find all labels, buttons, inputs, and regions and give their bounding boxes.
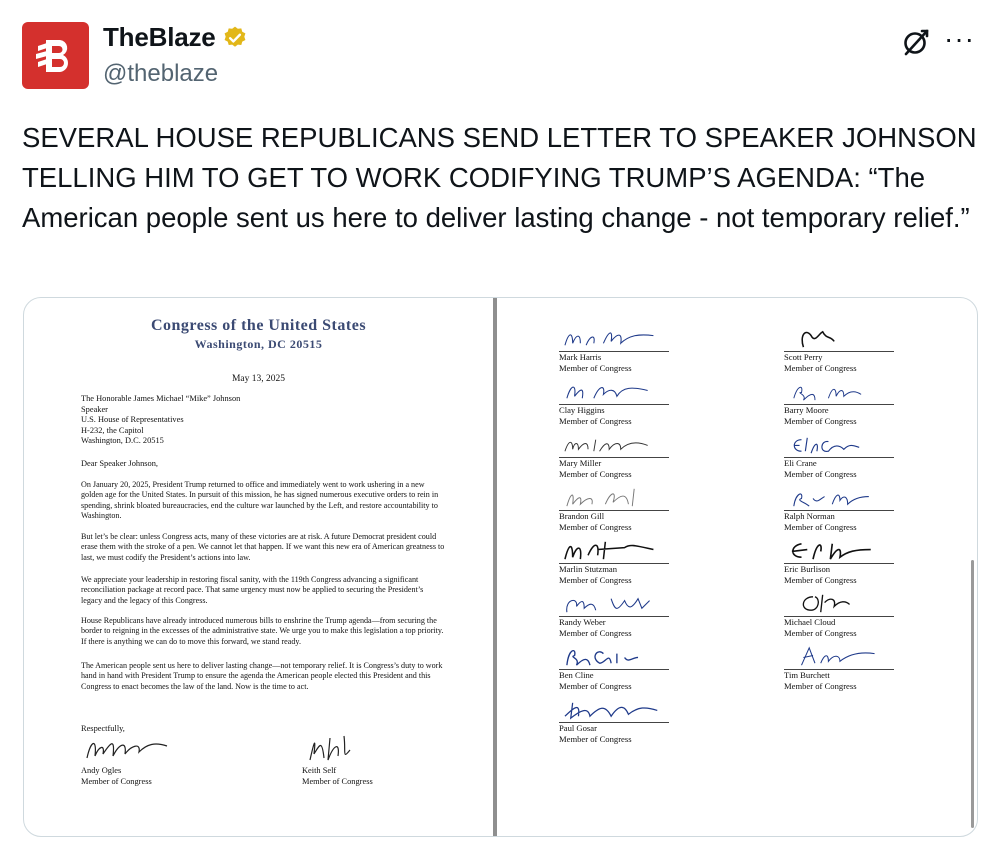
- signer-name: Barry Moore: [784, 405, 829, 415]
- tweet-media[interactable]: [23, 297, 978, 837]
- signer-block: [784, 538, 944, 586]
- signer-name: Brandon Gill: [559, 511, 605, 521]
- signer-title: Member of Congress: [302, 776, 373, 786]
- handwritten-signature: [784, 644, 894, 670]
- signer-title: Member of Congress: [784, 680, 857, 691]
- handwritten-signature: [559, 326, 669, 352]
- letter-paragraph: House Republicans have already introduced numerous bills to enshrine the Trump agenda—from securing the border to reigning in the excesses of the administrative state. We urge you to make this legislation a top priority. If there is anything we can do to move this forward, we stand ready.: [81, 616, 444, 646]
- signer-title: Member of Congress: [559, 362, 632, 373]
- signer-block: [784, 591, 944, 639]
- signer-block: [559, 485, 719, 533]
- signer-name: Scott Perry: [784, 352, 823, 362]
- address-line: Speaker: [81, 404, 108, 414]
- signer-title: Member of Congress: [559, 627, 632, 638]
- signer-title: Member of Congress: [559, 415, 632, 426]
- signer-name: Randy Weber: [559, 617, 606, 627]
- letter-paragraph: On January 20, 2025, President Trump returned to office and immediately went to work ushering in a new golden age for the United States. In pursuit of this mission, he has signed numerous executive orders to rein in spending, shrink bloated bureaucracies, end the culture war launched by the Left, and restore accountability to Washington.: [81, 480, 439, 520]
- signer-block: [784, 326, 944, 374]
- signer-block: [784, 432, 944, 480]
- signer-title: Member of Congress: [784, 362, 857, 373]
- letterhead-title: Congress of the United States: [150, 317, 367, 334]
- handwritten-signature: [784, 591, 894, 617]
- signer-name: Ralph Norman: [784, 511, 835, 521]
- letterhead-subtitle: Washington, DC 20515: [194, 337, 323, 351]
- signer-block: [559, 326, 719, 374]
- closing: Respectfully,: [81, 724, 125, 733]
- handwritten-signature: [559, 432, 669, 458]
- letter-paragraph: But let’s be clear: unless Congress acts, many of these victories are at risk. A future Democrat president could erase them with the stroke of a pen. We cannot let that happen. If we want this new era of American greatness to last, we must codify the President’s actions into law.: [81, 532, 445, 562]
- signer-name: Ben Cline: [559, 670, 594, 680]
- signer-name: Mary Miller: [559, 458, 602, 468]
- handwritten-signature: [784, 379, 894, 405]
- avatar[interactable]: [22, 22, 89, 89]
- handwritten-signature: [784, 432, 894, 458]
- image-scrollbar[interactable]: [971, 560, 974, 828]
- letter-paragraph: The American people sent us here to deliver lasting change—not temporary relief. It is Congress’s duty to work hand in hand with President Trump to ensure the agenda the American people elected this President and this Congress to enact becomes the law of the land. Now is the time to act.: [81, 661, 443, 691]
- signer-name: Eric Burlison: [784, 564, 831, 574]
- display-name[interactable]: TheBlaze: [103, 22, 216, 52]
- signer-title: Member of Congress: [784, 415, 857, 426]
- signer-block: [81, 732, 201, 787]
- signer-block: [559, 432, 719, 480]
- signer-name: Tim Burchett: [784, 670, 830, 680]
- letter-page: [24, 298, 493, 836]
- signer-block: [784, 379, 944, 427]
- signer-name: Marlin Stutzman: [559, 564, 617, 574]
- signer-title: Member of Congress: [784, 521, 857, 532]
- signer-name: Michael Cloud: [784, 617, 836, 627]
- signer-block: [559, 644, 719, 692]
- signer-name: Eli Crane: [784, 458, 817, 468]
- handwritten-signature: [784, 538, 894, 564]
- address-line: The Honorable James Michael “Mike” Johnson: [81, 394, 241, 403]
- signer-name: Andy Ogles: [81, 766, 122, 775]
- signer-block: [784, 644, 944, 692]
- grok-icon[interactable]: [900, 26, 932, 58]
- signer-title: Member of Congress: [559, 468, 632, 479]
- signer-block: [784, 485, 944, 533]
- salutation: Dear Speaker Johnson,: [81, 459, 158, 468]
- signer-name: Paul Gosar: [559, 723, 597, 733]
- handwritten-signature: [784, 326, 894, 352]
- signer-block: [559, 379, 719, 427]
- signer-title: Member of Congress: [559, 521, 632, 532]
- signer-block: [559, 538, 719, 586]
- handwritten-signature: [81, 732, 171, 764]
- more-options-icon[interactable]: ···: [944, 23, 975, 54]
- handwritten-signature: [784, 485, 894, 511]
- letter-date: May 13, 2025: [231, 374, 286, 384]
- tweet-text: SEVERAL HOUSE REPUBLICANS SEND LETTER TO SPEAKER JOHNSON TELLING HIM TO GET TO WORK CODIFYING TRUMP’S AGENDA: “The American people sent us here to deliver lasting change - not temporary relief.”: [22, 122, 977, 233]
- handwritten-signature: [559, 644, 669, 670]
- signer-name: Mark Harris: [559, 352, 602, 362]
- signer-block: [559, 697, 719, 745]
- handle[interactable]: @theblaze: [103, 60, 219, 87]
- handwritten-signature: [559, 697, 669, 723]
- handwritten-signature: [559, 485, 669, 511]
- signer-title: Member of Congress: [81, 776, 152, 786]
- handwritten-signature: [302, 732, 392, 764]
- handwritten-signature: [559, 379, 669, 405]
- address-line: H-232, the Capitol: [81, 425, 144, 435]
- page-divider: [493, 298, 497, 836]
- signer-title: Member of Congress: [559, 680, 632, 691]
- handwritten-signature: [559, 591, 669, 617]
- signature-page: [502, 298, 977, 836]
- theblaze-logo-icon: [32, 32, 80, 80]
- signer-name: Keith Self: [302, 766, 337, 775]
- signer-title: Member of Congress: [784, 627, 857, 638]
- handwritten-signature: [559, 538, 669, 564]
- signer-title: Member of Congress: [559, 733, 632, 744]
- verified-badge-icon[interactable]: [222, 25, 248, 51]
- signer-title: Member of Congress: [784, 574, 857, 585]
- signer-title: Member of Congress: [784, 468, 857, 479]
- address-line: U.S. House of Representatives: [81, 415, 184, 424]
- signer-block: [302, 732, 422, 787]
- signer-title: Member of Congress: [559, 574, 632, 585]
- address-block: [81, 394, 240, 447]
- address-line: Washington, D.C. 20515: [81, 436, 164, 445]
- letter-paragraph: We appreciate your leadership in restoring fiscal sanity, with the 119th Congress advancing a significant reconciliation package at record pace. That same urgency must now be applied to securing the President’s legacy and the legacy of this Congress.: [81, 575, 424, 605]
- signer-block: [559, 591, 719, 639]
- signer-name: Clay Higgins: [559, 405, 605, 415]
